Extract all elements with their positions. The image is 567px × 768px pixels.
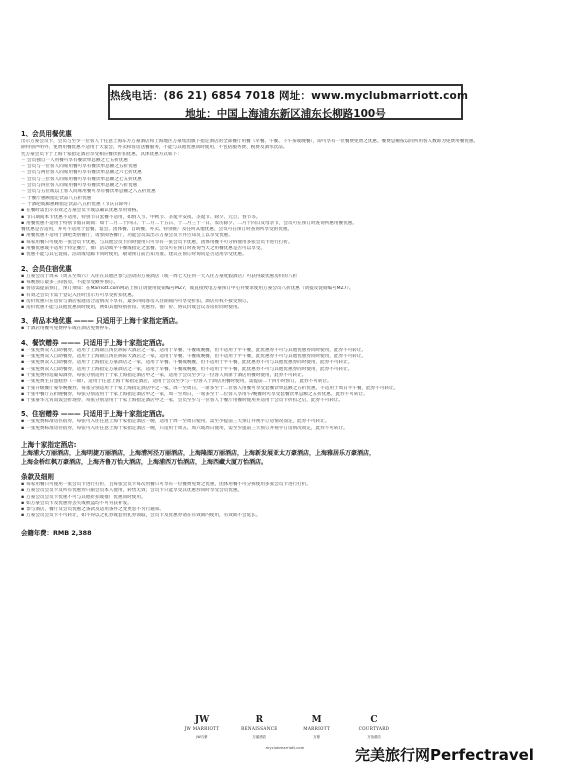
contact-phone-website: 热线电话：(86 21) 6854 7018 网址：www.myclubmarriott.com <box>110 90 469 102</box>
hotels-title: 上海十家指定酒店: <box>21 440 77 449</box>
section-line: 凭万豪会员卡于上海十家指定酒店享受相应餐饮折扣优惠，具体优惠方式如下： <box>21 151 182 157</box>
terms-line: ▪ 万豪会员会员卡优惠不可与其他折扣或推广优惠同时使用。 <box>21 495 549 501</box>
section-line: ▪ 用餐优惠不适用于酒吧类别餐厅，请参阅各餐厅，功能会员需出示万豪会员卡并告知员工以享受优惠。 <box>21 233 549 239</box>
terms-line: ▪ 每家用餐只可使用一张会员卡进行打折，且每张会员卡每次用餐只可享有一位餐费免费之优惠，团体用餐不可分拆使用多张会员卡进行打折。 <box>21 482 549 488</box>
section-line: － 会员与一位客人同席用餐可享有餐饮单总额之五折优惠 <box>21 164 138 170</box>
section-line: － 于餐厅惠顾指定饮品八五折优惠 <box>21 195 92 201</box>
watermark-text: 完美旅行网Perfectravel <box>355 746 534 764</box>
section-line: ▪ 十张豪华元宵饭饭会折现券，每张分别适用于十家上海指定酒店中之一家，会员至少与一位客人于餐厅用餐时使用并适用于会员卡折扣之后，此券不可转让。 <box>21 398 549 404</box>
footer-url: myclubmarriott.com <box>265 745 305 750</box>
brand-logo <box>235 715 283 739</box>
hotels-list-line: 上海金桥红枫万豪酒店，上海齐鲁万怡大酒店，上海浦西万怡酒店，上海西藏大厦万怡酒店。 <box>21 458 268 466</box>
section-line: ▪ 房价优惠只在房价与酒店家庭房合适情况下享有，最多四间客房入住期间内可享受折扣，酒店有权不接受预订。 <box>21 299 549 305</box>
section-line: ▪ 每家用餐只可使用一张会员卡优惠，与其他会员卡同时使用只可享有一张会员卡优惠，团体用餐不可分拆使用多张会员卡进行打折。 <box>21 240 549 246</box>
section-line: － 会员与四位客人同席用餐可享有餐饮单总额之八折优惠 <box>21 183 138 189</box>
section-line: ▪ 一张免费生日蛋糕券（一磅），适用于任意上海十家指定酒店，适用于会员至少与一位客人于酒店用餐时使用，需提前二十四小时预订，此券不可转让。 <box>21 379 549 385</box>
brand-logo-subtitle: 万怡酒店 <box>367 735 381 739</box>
section-line: ▪ 一张免费双人自助餐券，适用于上海锦江汤臣洲际大酒店之一家，适用于早餐、午餐或晚餐，但不适用于平午餐，此优惠券不可与其他优惠券同时使用，此券不可转让。 <box>21 348 549 354</box>
brand-logo-mark: JW <box>194 715 210 725</box>
brand-logo-mark: M <box>311 715 322 725</box>
section-title: 5、住宿赠券 ——— 只适用于上海十家指定酒店。 <box>21 410 169 419</box>
terms-line: ▪ 万豪会员会员卡及所有优惠券只限会员本人使用，转售无效；会员卡只能享受其优惠券同时享受会员优惠。 <box>21 488 549 494</box>
section-line: ▪ 于酒店用餐可免费停车或在酒店免费停车。 <box>21 326 549 332</box>
section-line: － 会员与三位客人同席用餐可享有餐饮单总额之七五折优惠 <box>21 176 142 182</box>
brand-logo-name: JW MARRIOTT <box>184 726 220 731</box>
contact-address: 地址：中国上海浦东新区浦东长柳路100号 <box>185 108 386 120</box>
section-line: ▪ 十张中餐厅五折晚餐券，每张分别适用于十家上海指定酒店中之一家，周一至周日，一席多至十二位客人享用午/晚餐时可享受套餐饮单总额之五折优惠，此券不可转让。 <box>21 392 549 398</box>
section-line: ▪ 优惠不能与其它促销、活动或电邮卡同时使用，敬请预订前告知为准。建议在预订时询问是否适用享受优惠。 <box>21 252 549 258</box>
section-title: 3、荷品本地优惠 ——— 只适用于上海十家指定酒店。 <box>21 317 182 326</box>
brand-logo-name: RENAISSANCE <box>241 726 278 731</box>
section-line: ▪ 一张免费双人自助餐券，适用于上海锦江汤臣洲际大酒店之一家，适用于早餐、午餐或晚餐，但不适用于平午餐，此优惠券不可与其他优惠券同时使用，此券不可转让。 <box>21 354 549 360</box>
contact-box <box>108 84 469 120</box>
brand-logo <box>350 715 398 739</box>
section-line: ▪ 一张免费双人自助餐券，适用于上海指定万豪酒店之一家，适用于早餐、午餐或晚餐，但不适用于平午餐，此优惠券不可与其他优惠券同时使用，此券不可转让。 <box>21 360 549 366</box>
section-line: ▪ 客房需提前预订，预订须知：在Marriott.com网站上预订请使用促销编号MZ7，或直接致电万豪预订中心并要求使用万豪会员八折优惠（请提及促销编号MZ7）。 <box>21 286 549 292</box>
section-line: 除特别声明外，免费用餐优惠不适用于大宴会、外卖和客房送餐服务，不能与其他优惠同时使用，不包括服务费、税费及酒水饮品。 <box>21 145 288 151</box>
terms-line: ▪ 如万豪会员卡及优惠券丢失或被盗均不可另获补发。 <box>21 501 549 507</box>
section-line: ▪ 一张免费标准房住宿券，每张可入住任意上海十家指定酒店一晚，只适用于周五、周六或周日使用，需至少提前三天预订并视乎订房情况而定，此券不可转让。 <box>21 426 549 432</box>
brand-logo-mark: C <box>370 715 378 725</box>
section-title: 2、会员住宿优惠 <box>21 264 72 273</box>
brand-logo <box>293 715 341 739</box>
benefits-content <box>21 124 549 537</box>
terms-line: ▪ 万豪会员会员卡不可转让，如不得以之礼券或套用礼券领取，会员卡及优惠券请在有效期内使用，有效期不会延长。 <box>21 513 549 519</box>
section-line: ▪ 用餐优惠不适用于特别节假日期间：如十二月二十四日、十二月二十五日、十二月三十一日、农历除夕、二月十四日及母亲节，会员可在预订时查询所惠用餐优惠。 <box>21 221 549 227</box>
section-line: ▪ 节日期间本卡优惠不适用，特别节日套餐不适用，如情人节、中秋节、圣诞平安夜、圣诞节、除夕、元旦、春节等。 <box>21 215 549 221</box>
section-line: － 会员与两位客人同席用餐可享有餐饮单总额之六七折优惠 <box>21 170 142 176</box>
brand-logo-subtitle: 万丽酒店 <box>252 735 267 739</box>
section-title: 4、餐饮赠券 ——— 只适用于上海十家指定酒店。 <box>21 338 169 347</box>
brand-logo <box>178 715 226 739</box>
section-line: ▪ 在餐时需出示有效之万豪会员卡或以确认优惠享用资格。 <box>21 208 549 214</box>
section-title: 1、会员用餐优惠 <box>21 130 72 138</box>
section-line: ▪ 每晚预订最多三间客房，不能享受额外预订。 <box>21 280 549 286</box>
brand-logos <box>178 701 398 739</box>
section-line: ▪ 一张免费双人自助餐券，适用于上海指定万豪酒店之一家，适用于早餐、午餐或晚餐，但不适用于平午餐，此优惠券不可与其他优惠券同时使用，此券不可转让。 <box>21 367 549 373</box>
section-line: ▪ 十张升级餐厅豪华晚餐券，每张分别适用于十家上海指定酒店中之一家，周一至周日，一席多至十二位客人用餐可享受套餐饮单总额之五折优惠，不适用于周日平午餐，此券不可转让。 <box>21 386 549 392</box>
section-line: 出示万豪会员卡，会员与至少一位客人于任意上海东方万豪酒店和上海地区万豪集团旗下指定酒店的全部餐厅用餐（早餐、午餐、下午茶或晚餐），即可享有一位餐费免费之优惠。餐费总额按以同所用客人数即为免费用餐优惠。 <box>21 139 479 144</box>
terms-title: 条款及细则 <box>21 472 54 481</box>
section-line: ▪ 万豪会员于周末（周五至周六）入住在其他区参与活动的万豪酒店（或一周七天任何一天入住万豪度假酒店）可获得最优惠房价的八折 <box>21 274 549 280</box>
terms-line: ▪ 参与酒店、餐厅及会员优惠之条款及适用条件之变更恕不另行通知。 <box>21 507 549 513</box>
section-line: ▪ 一张免费标准房住宿券，每张可入住任意上海十家指定酒店一晚，适用于周一至周日使用，需至少提前三天预订并视乎订房情况而定，此券不可转让。 <box>21 419 549 425</box>
section-line: ▪ 有效之会员卡需于登记入住时出示方可享受折扣优惠。 <box>21 293 549 299</box>
hotels-list-line: 上海浦大万丽酒店，上海明捷万丽酒店，上海漕河泾万丽酒店，上海隆图万丽酒店，上海新发展亚太万豪酒店，上海雅居乐万豪酒店， <box>21 449 376 457</box>
brand-logo-subtitle: JW万豪 <box>196 735 208 739</box>
section-line: ▪ 用餐优惠或不适用于特定餐厅，推广活动或平午餐或指定之套餐，会员可在预订时查询当天之用餐优惠是否可以享受。 <box>21 246 549 252</box>
brand-logo-name: MARRIOTT <box>303 726 331 731</box>
section-line: ▪ 十张免费特选葡萄酒券，每张分别适用于十家上海指定酒店中之一家，适用于会员至少与一位客人同席于酒店用餐时使用，此券不可转让。 <box>21 373 549 379</box>
brand-logo-subtitle: 万豪 <box>313 735 321 739</box>
section-line: － 于酒吧或廊惠顾指定饮品八五折优惠（节庆日除外） <box>21 201 133 207</box>
brand-logo-mark: R <box>255 715 264 725</box>
brand-logo-name: COURTYARD <box>358 726 390 731</box>
section-line: － 会员与五位或以上客人同席用餐可享有餐饮单总额之八五折优惠 <box>21 189 156 195</box>
section-line: 餐优惠是否适用，并可不适用于套餐、宴会、团体餐、自助餐、外卖、特别推广及任何其他优惠，会员可在预订时查询所享受的优惠。 <box>21 227 293 233</box>
section-line: ▪ 房价优惠不能与其他优惠同时使用，例如其他特别折扣、优惠券、推广价、协议价或会议等房价同时使用。 <box>21 305 549 311</box>
section-line: － 会员独自一人用餐可享有餐饮单总额之七五折优惠 <box>21 157 129 163</box>
membership-fee: 会籍年费：RMB 2,388 <box>21 528 92 537</box>
